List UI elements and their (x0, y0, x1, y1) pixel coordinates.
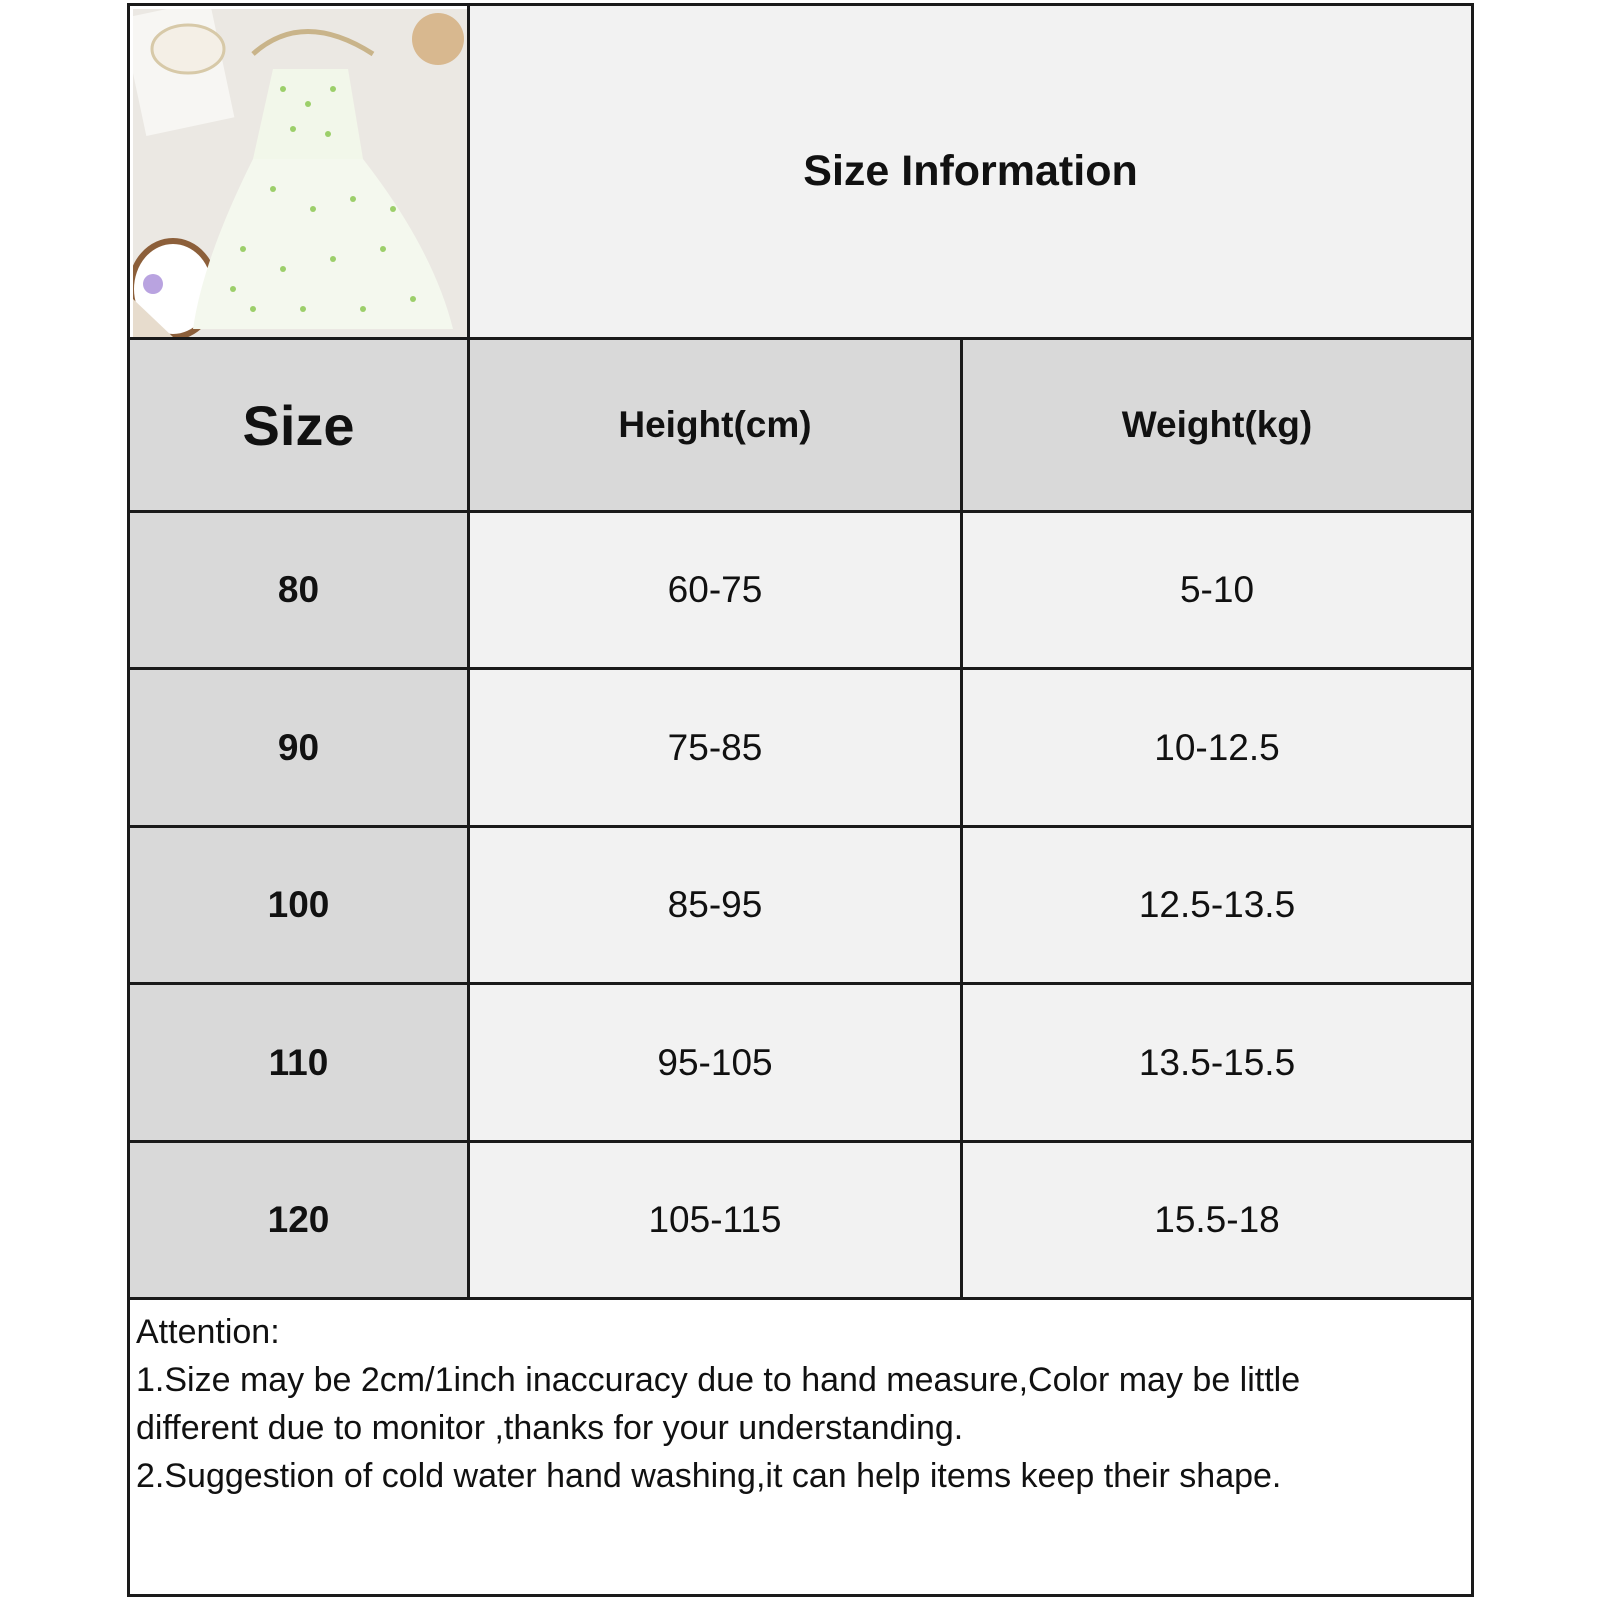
table-row-height: 85-95 (470, 828, 960, 982)
table-row-size: 80 (130, 513, 467, 667)
size-column-header: Size (130, 340, 467, 510)
table-row-height: 60-75 (470, 513, 960, 667)
weight-column-header: Weight(kg) (963, 340, 1471, 510)
attention-notes (130, 1300, 1471, 1579)
table-row-size: 90 (130, 670, 467, 825)
table-row-size: 100 (130, 828, 467, 982)
table-row-weight: 5-10 (963, 513, 1471, 667)
notes-line-3: 2.Suggestion of cold water hand washing,it can help items keep their shape. (136, 1457, 1282, 1495)
table-row-size: 120 (130, 1143, 467, 1297)
table-row-height: 75-85 (470, 670, 960, 825)
chart-title: Size Information (470, 6, 1471, 337)
table-row-height: 105-115 (470, 1143, 960, 1297)
table-row-weight: 12.5-13.5 (963, 828, 1471, 982)
table-row-weight: 13.5-15.5 (963, 985, 1471, 1140)
table-row-height: 95-105 (470, 985, 960, 1140)
notes-line-2: different due to monitor ,thanks for your understanding. (136, 1409, 964, 1447)
table-row-weight: 10-12.5 (963, 670, 1471, 825)
table-row-size: 110 (130, 985, 467, 1140)
floral-dress-icon (133, 9, 467, 337)
size-chart (127, 3, 1474, 1597)
table-row-weight: 15.5-18 (963, 1143, 1471, 1297)
product-photo (133, 9, 467, 337)
notes-line-1: 1.Size may be 2cm/1inch inaccuracy due to hand measure,Color may be little (136, 1361, 1301, 1399)
notes-heading: Attention: (136, 1313, 280, 1351)
height-column-header: Height(cm) (470, 340, 960, 510)
